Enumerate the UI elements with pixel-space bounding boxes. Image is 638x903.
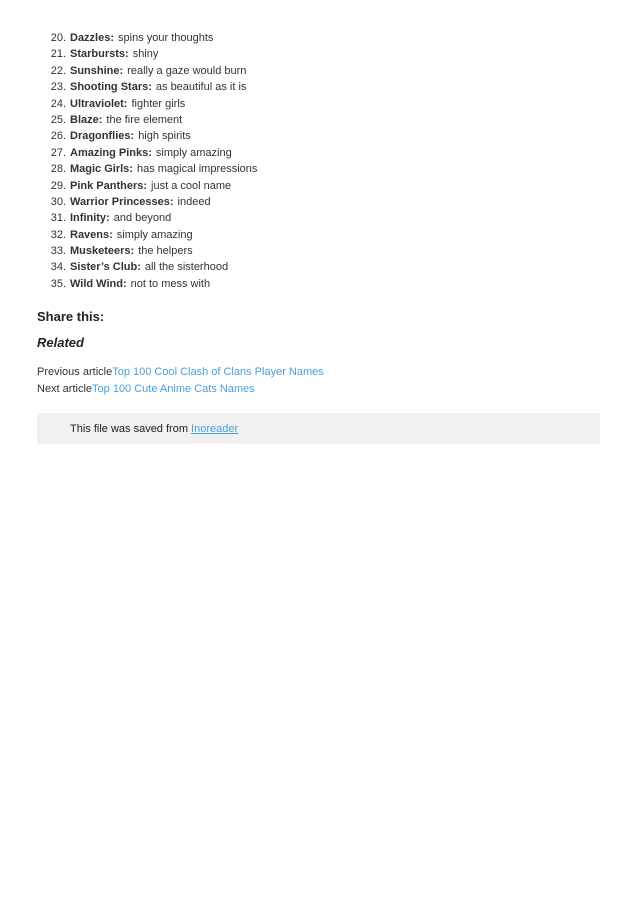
item-description: not to mess with xyxy=(130,277,211,290)
item-description: shiny xyxy=(132,48,159,61)
item-number: 22. xyxy=(50,64,66,77)
item-term: Warrior Princesses: xyxy=(70,195,174,208)
list-item xyxy=(38,79,598,95)
item-number: 30. xyxy=(50,195,66,208)
share-heading: Share this: xyxy=(37,309,105,324)
inoreader-link[interactable]: Inoreader xyxy=(191,423,239,435)
list-item xyxy=(38,194,598,210)
item-number: 27. xyxy=(50,146,66,159)
item-description: as beautiful as it is xyxy=(155,81,247,94)
item-description: indeed xyxy=(177,195,211,208)
item-term: Pink Panthers: xyxy=(70,179,148,192)
item-description: high spirits xyxy=(138,130,191,143)
list-item xyxy=(38,210,598,226)
item-number: 35. xyxy=(50,277,66,290)
item-term: Dazzles: xyxy=(70,32,115,44)
item-description: the helpers xyxy=(138,245,193,258)
item-number: 24. xyxy=(50,97,66,110)
item-number: 29. xyxy=(50,179,66,192)
saved-from-text xyxy=(70,422,238,436)
list-item xyxy=(38,112,598,128)
item-description: fighter girls xyxy=(131,97,186,110)
item-term: Shooting Stars: xyxy=(70,81,152,94)
previous-article xyxy=(37,365,324,379)
item-term: Sunshine: xyxy=(70,64,124,77)
saved-from-box xyxy=(37,413,600,444)
item-description: the fire element xyxy=(106,113,183,126)
item-number: 32. xyxy=(50,228,66,241)
list-item xyxy=(38,178,598,194)
item-term: Ultraviolet: xyxy=(70,97,128,110)
item-number: 28. xyxy=(50,163,66,176)
related-heading: Related xyxy=(37,335,84,350)
item-term: Infinity: xyxy=(70,212,110,225)
list-item xyxy=(38,276,598,292)
item-description: has magical impressions xyxy=(136,163,258,176)
list-item xyxy=(38,145,598,161)
item-term: Sister’s Club: xyxy=(70,261,141,274)
item-description: just a cool name xyxy=(151,179,232,192)
list-item xyxy=(38,30,598,46)
item-description: and beyond xyxy=(113,212,172,225)
list-item xyxy=(38,96,598,112)
item-term: Wild Wind: xyxy=(70,277,127,290)
item-number: 23. xyxy=(50,81,66,94)
list-item xyxy=(38,243,598,259)
list-item xyxy=(38,259,598,275)
list-item xyxy=(38,227,598,243)
item-description: simply amazing xyxy=(155,146,232,159)
item-number: 25. xyxy=(50,113,66,126)
item-term: Magic Girls: xyxy=(70,163,133,176)
item-description: all the sisterhood xyxy=(144,261,229,274)
item-number: 21. xyxy=(50,48,66,61)
list-item xyxy=(38,161,598,177)
item-term: Starbursts: xyxy=(70,48,129,61)
item-term: Amazing Pinks: xyxy=(70,146,152,159)
list-item xyxy=(38,128,598,144)
item-description: simply amazing xyxy=(116,228,193,241)
item-description: really a gaze would burn xyxy=(127,64,247,77)
next-article-label: Next article xyxy=(37,383,93,395)
item-term: Ravens: xyxy=(70,228,113,241)
item-number: 33. xyxy=(50,245,66,258)
item-number: 31. xyxy=(50,212,66,225)
item-description: spins your thoughts xyxy=(118,32,214,44)
item-term: Blaze: xyxy=(70,113,103,126)
item-number: 20. xyxy=(50,32,66,44)
list-item xyxy=(38,46,598,62)
next-article xyxy=(37,382,255,396)
item-number: 26. xyxy=(50,130,66,143)
previous-article-label: Previous article xyxy=(37,366,113,378)
next-article-link[interactable]: Top 100 Cute Anime Cats Names xyxy=(92,383,255,395)
item-term: Dragonflies: xyxy=(70,130,135,143)
item-term: Musketeers: xyxy=(70,245,135,258)
item-number: 34. xyxy=(50,261,66,274)
saved-from-label: This file was saved from xyxy=(70,423,188,435)
previous-article-link[interactable]: Top 100 Cool Clash of Clans Player Names xyxy=(112,366,324,378)
list-item xyxy=(38,63,598,79)
name-list xyxy=(38,30,598,292)
